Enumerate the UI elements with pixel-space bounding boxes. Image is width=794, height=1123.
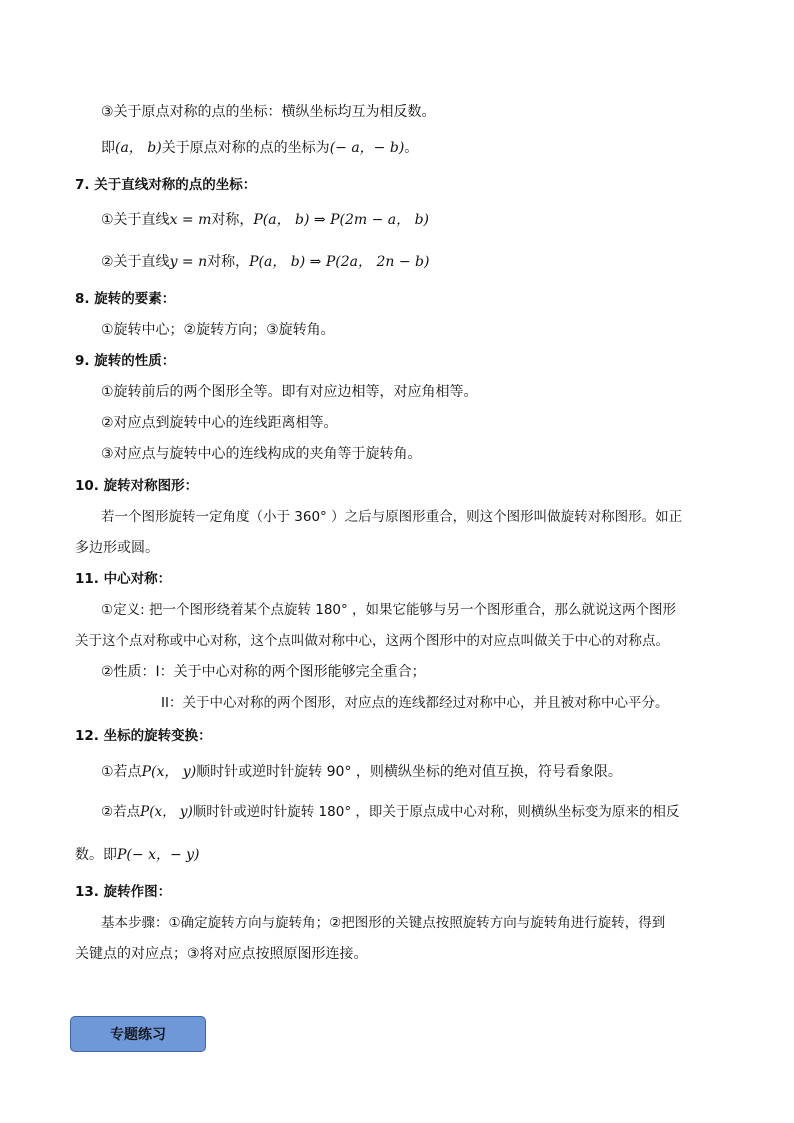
central-symmetry-property-1: ②性质：I：关于中心对称的两个图形能够完全重合；: [101, 664, 426, 680]
heading-10: 10. 旋转对称图形：: [75, 478, 199, 494]
math-point: P(− x，− y): [117, 847, 200, 863]
rotation-property-3: ③对应点与旋转中心的连线构成的夹角等于旋转角。: [101, 446, 422, 462]
heading-8: 8. 旋转的要素：: [75, 291, 176, 307]
rotation-drawing-steps-cont: 关键点的对应点；③将对应点按照原图形连接。: [75, 946, 368, 962]
rotation-180-rule: ②若点P(x， y)顺时针或逆时针旋转 180° ，即关于原点成中心对称，则横纵坐标变为原来的相反: [101, 804, 680, 820]
rotational-symmetry-text-cont: 多边形或圆。: [75, 540, 159, 556]
origin-symmetry-example: 即(a， b)关于原点对称的点的坐标为(− a，− b)。: [101, 140, 419, 156]
rotational-symmetry-text: 若一个图形旋转一定角度（小于 360° ）之后与原图形重合，则这个图形叫做旋转对称图形。如正: [101, 509, 683, 525]
math-equation: y = n: [169, 254, 208, 270]
central-symmetry-definition: ①定义: 把一个图形绕着某个点旋转 180° ，如果它能够与另一个图形重合，那么就说这两个图形: [101, 602, 677, 618]
rotation-drawing-steps: 基本步骤：①确定旋转方向与旋转角；②把图形的关键点按照旋转方向与旋转角进行旋转，得到: [101, 915, 666, 931]
rotation-180-rule-cont: 数。即P(− x，− y): [75, 847, 200, 863]
math-point: P(x， y): [140, 804, 193, 820]
line-symmetry-x: ①关于直线x = m对称，P(a， b) ⇒ P(2m − a， b): [101, 212, 430, 228]
heading-13: 13. 旋转作图：: [75, 884, 172, 900]
math-result: (− a，− b): [329, 140, 405, 156]
origin-symmetry-item: ③关于原点对称的点的坐标：横纵坐标均互为相反数。: [101, 104, 436, 120]
line-symmetry-y: ②关于直线y = n对称，P(a， b) ⇒ P(2a， 2n − b): [101, 254, 430, 270]
math-point: (a， b): [115, 140, 162, 156]
heading-12: 12. 坐标的旋转变换：: [75, 728, 212, 744]
math-equation: x = m: [169, 212, 212, 228]
central-symmetry-definition-cont: 关于这个点对称或中心对称，这个点叫做对称中心，这两个图形中的对应点叫做关于中心的对称点。: [75, 633, 669, 649]
math-point: P(x， y): [141, 764, 197, 780]
central-symmetry-property-2: II：关于中心对称的两个图形，对应点的连线都经过对称中心，并且被对称中心平分。: [161, 695, 669, 711]
math-formula: P(a， b) ⇒ P(2a， 2n − b): [249, 254, 430, 270]
heading-9: 9. 旋转的性质：: [75, 353, 176, 369]
math-formula: P(a， b) ⇒ P(2m − a， b): [253, 212, 430, 228]
heading-7: 7. 关于直线对称的点的坐标：: [75, 177, 257, 193]
heading-11: 11. 中心对称：: [75, 571, 172, 587]
rotation-elements: ①旋转中心；②旋转方向；③旋转角。: [101, 322, 335, 338]
practice-section-button[interactable]: 专题练习: [70, 1016, 206, 1052]
rotation-property-2: ②对应点到旋转中心的连线距离相等。: [101, 415, 338, 431]
rotation-90-rule: ①若点P(x， y)顺时针或逆时针旋转 90° ，则横纵坐标的绝对值互换，符号看象限。: [101, 764, 622, 780]
rotation-property-1: ①旋转前后的两个图形全等。即有对应边相等，对应角相等。: [101, 384, 478, 400]
